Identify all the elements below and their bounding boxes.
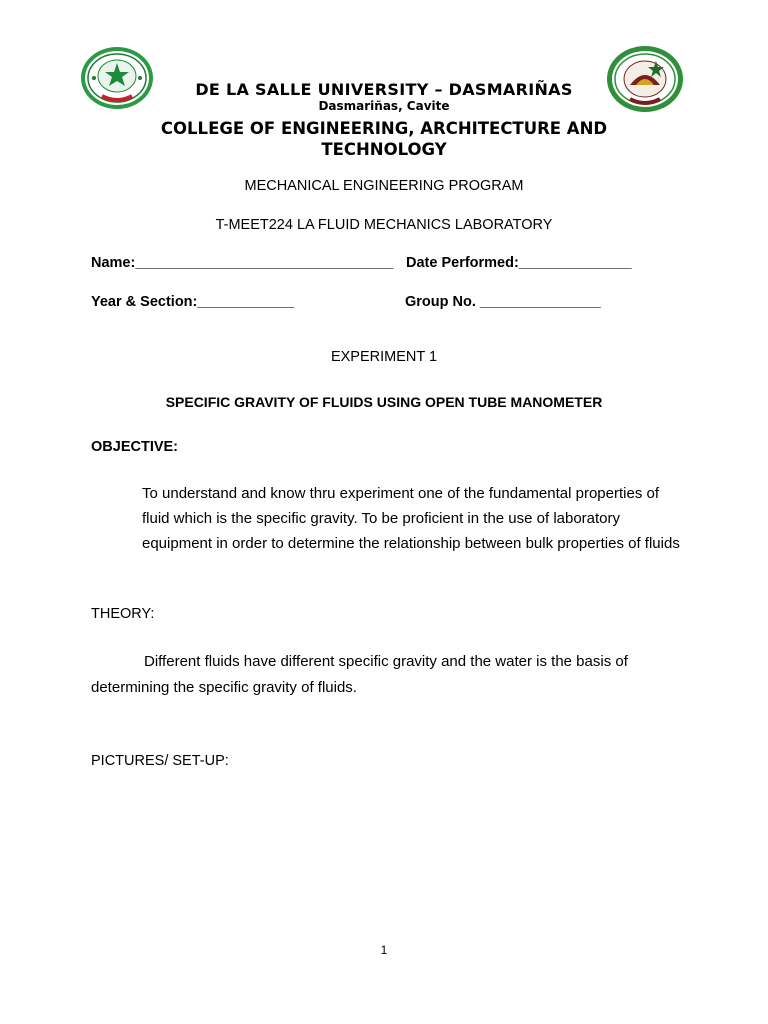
objective-text: To understand and know thru experiment one of the fundamental properties of fluid which is the specific gravity. To be proficient in the use of laboratory equipment in order to determine the relationship between bulk properties of fluids xyxy=(142,485,680,552)
experiment-title: SPECIFIC GRAVITY OF FLUIDS USING OPEN TUBE MANOMETER xyxy=(165,394,603,410)
university-name: DE LA SALLE UNIVERSITY – DASMARIÑAS xyxy=(195,80,573,99)
theory-text: Different fluids have different specific gravity and the water is the basis of determining the specific gravity of fluids. xyxy=(91,653,628,696)
theory-heading: THEORY: xyxy=(91,606,155,622)
university-location: Dasmariñas, Cavite xyxy=(318,99,450,113)
experiment-number: EXPERIMENT 1 xyxy=(330,349,438,365)
year-section-field: Year & Section:____________ xyxy=(91,294,295,310)
course-title: T-MEET224 LA FLUID MECHANICS LABORATORY xyxy=(215,217,553,233)
group-number-field: Group No. _______________ xyxy=(405,294,601,310)
pictures-setup-heading: PICTURES/ SET-UP: xyxy=(91,753,229,769)
date-performed-field: Date Performed:______________ xyxy=(406,255,632,271)
page-number: 1 xyxy=(380,943,388,957)
college-name: COLLEGE OF ENGINEERING, ARCHITECTURE AND TECHNOLOGY xyxy=(160,119,608,159)
name-field: Name:________________________________ xyxy=(91,255,394,271)
program-name: MECHANICAL ENGINEERING PROGRAM xyxy=(244,178,524,194)
objective-heading: OBJECTIVE: xyxy=(91,439,179,455)
